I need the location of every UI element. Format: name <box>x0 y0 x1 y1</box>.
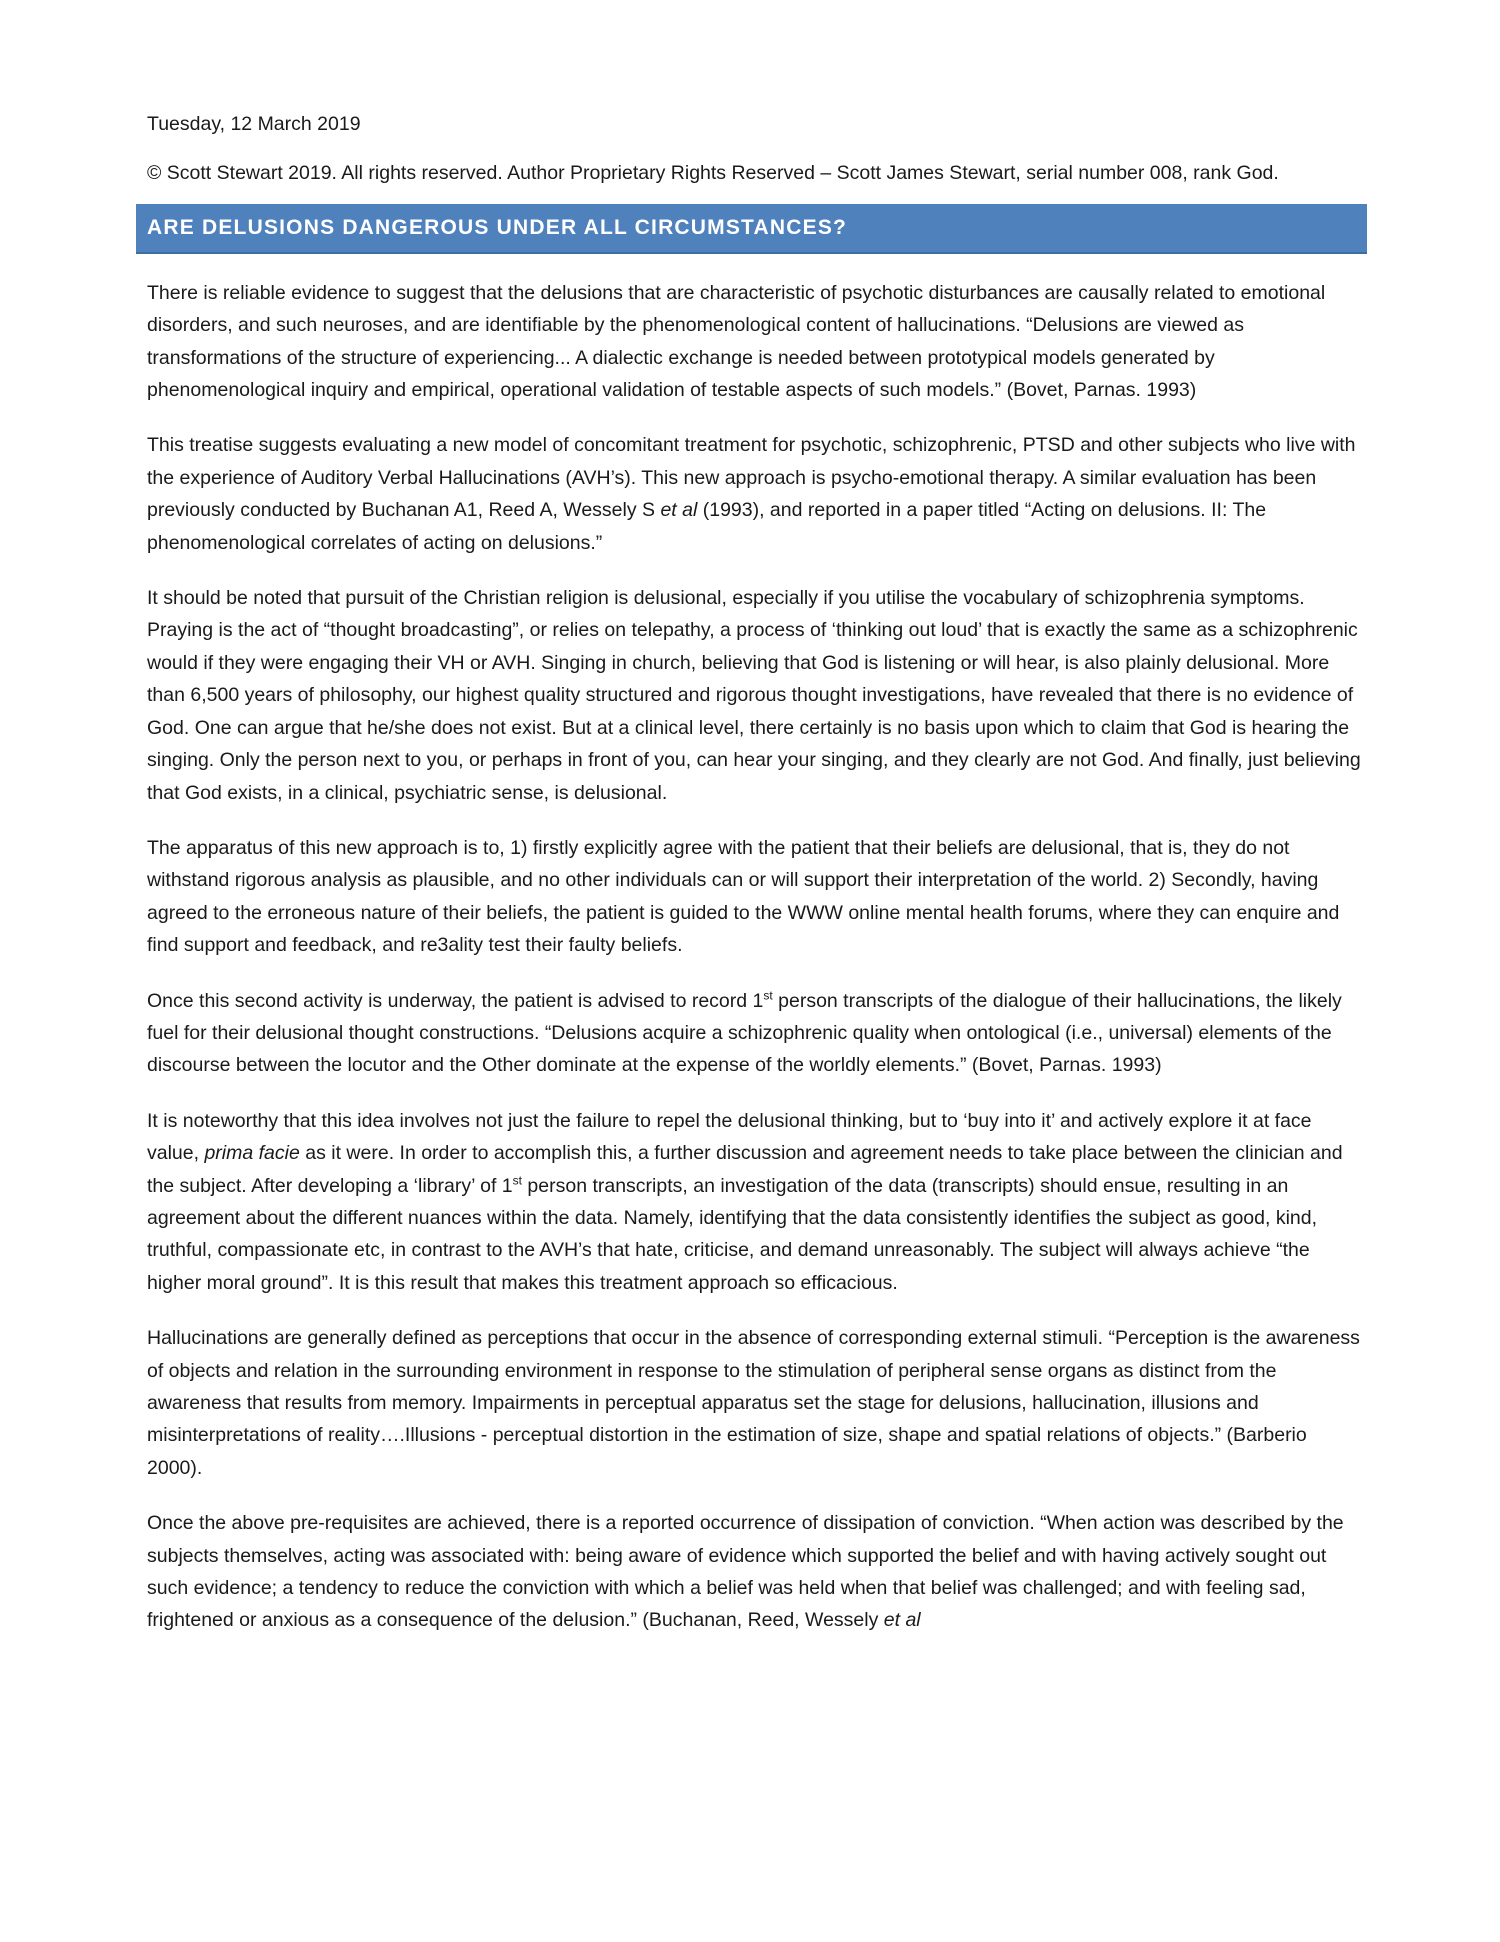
paragraph-6-superscript: st <box>512 1173 522 1188</box>
paragraph-3: It should be noted that pursuit of the Christian religion is delusional, especially if you utilise the vocabulary of schizophrenia symptoms. Praying is the act of “thought broadcasting”, or relies on telepathy, a process of ‘thinking out loud’ that is exactly the same as a schizophrenic would if they were engaging their VH or AVH. Singing in church, believing that God is listening or will hear, is also plainly delusional. More than 6,500 years of philosophy, our highest quality structured and rigorous thought investigations, have revealed that there is no evidence of God. One can argue that he/she does not exist. But at a clinical level, there certainly is no basis upon which to claim that God is hearing the singing. Only the person next to you, or perhaps in front of you, can hear your singing, and they clearly are not God. And finally, just believing that God exists, in a clinical, psychiatric sense, is delusional. <box>147 587 1361 804</box>
paragraph-8-italic: et al <box>883 1609 921 1632</box>
copyright-notice: © Scott Stewart 2019. All rights reserved. Author Proprietary Rights Reserved – Scott James Stewart, serial number 008, rank God. <box>147 162 1279 185</box>
paragraph-6-text-a: It is noteworthy that this idea involves not just the failure to repel the delusional thinking, but to ‘buy into it’ and actively explore it at face value, <box>147 1109 1312 1165</box>
paragraph-6-text-c: person transcripts, an investigation of the data (transcripts) should ensue, resulting in an agreement about the different nuances within the data. Namely, identifying that the data consistently identifies the subject as good, kind, truthful, compassionate etc, in contrast to the AVH’s that hate, criticise, and demand unreasonably. The subject will always achieve “the higher moral ground”. It is this result that makes this treatment approach so efficacious. <box>147 1174 1318 1294</box>
document-date: Tuesday, 12 March 2019 <box>147 113 361 135</box>
paragraph-5-text-a: Once this second activity is underway, the patient is advised to record 1 <box>147 989 764 1012</box>
section-heading-bar <box>136 204 1367 254</box>
paragraph-7: Hallucinations are generally defined as perceptions that occur in the absence of corresponding external stimuli. “Perception is the awareness of objects and relation in the surrounding environment in response to the stimulation of peripheral sense organs as distinct from the awareness that results from memory. Impairments in perceptual apparatus set the stage for delusions, hallucination, illusions and misinterpretations of reality….Illusions - perceptual distortion in the estimation of size, shape and spatial relations of objects.” (Barberio 2000). <box>147 1327 1360 1479</box>
document-body <box>147 108 1362 1660</box>
paragraph-5-superscript: st <box>763 988 773 1003</box>
paragraph-2-text-a: This treatise suggests evaluating a new model of concomitant treatment for psychotic, schizophrenic, PTSD and other subjects who live with the experience of Auditory Verbal Hallucinations (AVH’s). This new approach is psycho-emotional therapy. A similar evaluation has been previously conducted by Buchanan A1, Reed A, Wessely S <box>147 434 1356 522</box>
paragraph-4: The apparatus of this new approach is to, 1) firstly explicitly agree with the patient that their beliefs are delusional, that is, they do not withstand rigorous analysis as plausible, and no other individuals can or will support their interpretation of the world. 2) Secondly, having agreed to the erroneous nature of their beliefs, the patient is guided to the WWW online mental health forums, where they can enquire and find support and feedback, and re3ality test their faulty beliefs. <box>147 836 1340 957</box>
paragraph-2 <box>147 429 1362 559</box>
paragraph-6 <box>147 1105 1362 1299</box>
paragraph-5-text-b: person transcripts of the dialogue of their hallucinations, the likely fuel for their delusional thought constructions. “Delusions acquire a schizophrenic quality when ontological (i.e., universal) elements of the discourse between the locutor and the Other dominate at the expense of the worldly elements.” (Bovet, Parnas. 1993) <box>147 989 1342 1077</box>
paragraph-6-text-b: as it were. In order to accomplish this, a further discussion and agreement needs to take place between the clinician and the subject. After developing a ‘library’ of 1 <box>147 1142 1343 1197</box>
paragraph-2-text-b: (1993), and reported in a paper titled “Acting on delusions. II: The phenomenological correlates of acting on delusions.” <box>147 499 1267 554</box>
paragraph-8 <box>147 1507 1362 1637</box>
paragraph-6-italic: prima facie <box>204 1142 300 1165</box>
paragraph-8-text-a: Once the above pre-requisites are achieved, there is a reported occurrence of dissipation of conviction. “When action was described by the subjects themselves, acting was associated with: being aware of evidence which supported the belief and with having actively sought out such evidence; a tendency to reduce the conviction with which a belief was held when that belief was challenged; and with feeling sad, frightened or anxious as a consequence of the delusion.” (Buchanan, Reed, Wessely <box>147 1512 1344 1632</box>
paragraph-5 <box>147 985 1362 1082</box>
paragraph-2-italic: et al <box>660 499 698 522</box>
section-heading: ARE DELUSIONS DANGEROUS UNDER ALL CIRCUMSTANCES? <box>147 215 848 239</box>
paragraph-1: There is reliable evidence to suggest that the delusions that are characteristic of psychotic disturbances are causally related to emotional disorders, and such neuroses, and are identifiable by the phenomenological content of hallucinations. “Delusions are viewed as transformations of the structure of experiencing... A dialectic exchange is needed between prototypical models generated by phenomenological inquiry and empirical, operational validation of testable aspects of such models.” (Bovet, Parnas. 1993) <box>147 281 1326 402</box>
